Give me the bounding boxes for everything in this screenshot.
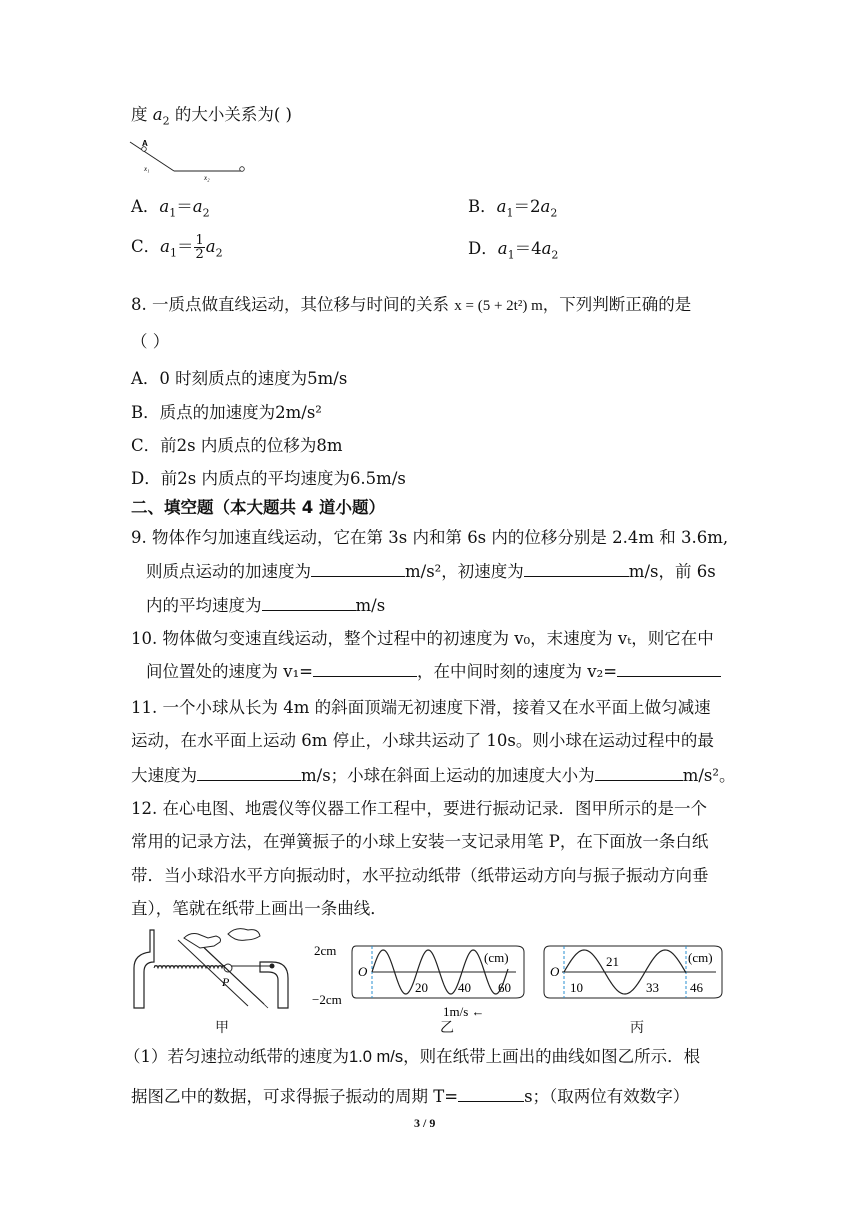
option-sub: 1 <box>506 206 514 220</box>
option-letter: B． <box>468 197 497 216</box>
q11-text: m/s；小球在斜面上运动的加速度大小为 <box>301 766 595 785</box>
q8-stem-a: 8. 一质点做直线运动，其位移与时间的关系 <box>131 295 449 314</box>
answer-blank[interactable] <box>313 660 417 677</box>
q11-line2: 运动，在水平面上运动 6m 停止，小球共运动了 10s。则小球在运动过程中的最 <box>131 731 714 750</box>
pen-label: P <box>222 975 230 989</box>
q9-text: m/s，前 6s <box>628 562 716 581</box>
wave-figure-yi <box>312 936 530 1018</box>
q7-label-x1: x₁ <box>144 165 150 173</box>
q12-text: s；（取两位有效数字） <box>524 1087 690 1106</box>
speed-label: 1m/s ← <box>443 1004 485 1018</box>
answer-blank[interactable] <box>524 560 629 577</box>
q8-stem-b: ，下列判断正确的是 <box>542 295 692 314</box>
option-eq: ＝ <box>514 239 532 258</box>
fraction-numerator: 1 <box>195 233 204 248</box>
origin-label: O <box>550 964 560 979</box>
q12-text: 据图乙中的数据，可求得振子振动的周期 T= <box>131 1087 459 1106</box>
q11-line1: 11. 一个小球从长为 4m 的斜面顶端无初速度下滑，接着又在水平面上做匀减速 <box>131 698 711 717</box>
q12-speed: 1.0 m/s <box>349 1048 404 1066</box>
q10-text: 间位置处的速度为 v₁= <box>146 662 314 681</box>
wave-figure-bing <box>540 936 726 1006</box>
option-var: a <box>497 239 508 258</box>
q12-line3: 带．当小球沿水平方向振动时，水平拉动纸带（纸带运动方向与振子振动方向垂 <box>131 866 709 885</box>
amp-bottom-label: −2cm <box>312 992 342 1007</box>
q8-option-a: A．0 时刻质点的速度为5m/s <box>131 369 348 388</box>
option-sub: 2 <box>550 206 558 220</box>
option-var: a <box>192 197 203 216</box>
option-sub: 1 <box>169 246 177 260</box>
q8-option-c: C．前2s 内质点的位移为8m <box>131 436 343 455</box>
q7-label-x2: x₂ <box>204 174 210 182</box>
q9-line1: 9. 物体作匀加速直线运动，它在第 3s 内和第 6s 内的位移分别是 2.4m 和 3.6m, <box>131 528 729 547</box>
q7-tail-suffix: 的大小关系为( ) <box>169 105 292 124</box>
q9-text: 内的平均速度为 <box>146 596 262 615</box>
q9-line3 <box>146 594 385 617</box>
q12-line2: 常用的记录方法，在弹簧振子的小球上安装一支记录用笔 P，在下面放一条白纸 <box>131 832 709 851</box>
option-eq: ＝ <box>176 237 194 256</box>
answer-blank[interactable] <box>197 764 301 781</box>
q11-text: 大速度为 <box>131 766 197 785</box>
answer-blank[interactable] <box>595 764 683 781</box>
tick-label: 33 <box>646 980 659 995</box>
q12-sub1-line1 <box>124 1046 700 1068</box>
q7-tail <box>131 104 292 132</box>
option-var: a <box>540 197 551 216</box>
option-sub: 1 <box>169 206 177 220</box>
q7-option-a <box>131 196 210 224</box>
q7-var: a <box>152 105 163 124</box>
q7-option-c <box>131 234 223 264</box>
fig-bing-caption: 丙 <box>630 1020 644 1036</box>
answer-blank[interactable] <box>262 594 356 611</box>
q7-incline-figure <box>128 138 250 182</box>
q7-label-a: A <box>142 139 148 148</box>
option-letter: D． <box>468 239 498 258</box>
section-heading: 二、填空题（本大题共 4 道小题） <box>131 498 385 517</box>
q8-stem <box>131 294 691 317</box>
q12-text: ，则在纸带上画出的曲线如图乙所示．根 <box>403 1047 701 1066</box>
tick-label: 20 <box>415 980 428 995</box>
answer-blank[interactable] <box>311 560 405 577</box>
option-var: a <box>541 239 552 258</box>
q10-line2 <box>146 660 721 683</box>
q8-paren: （ ） <box>131 332 170 351</box>
amp-top-label: 2cm <box>314 943 337 958</box>
q8-option-b: B．质点的加速度为2m/s² <box>131 403 322 422</box>
q9-text: 则质点运动的加速度为 <box>146 562 311 581</box>
q8-option-d: D．前2s 内质点的平均速度为6.5m/s <box>131 469 406 488</box>
q7-sub: 2 <box>162 114 170 128</box>
tick-label: 60 <box>498 980 511 995</box>
unit-label: (cm) <box>484 950 509 965</box>
option-sub: 2 <box>202 206 210 220</box>
option-var: a <box>159 197 170 216</box>
q12-line1: 12. 在心电图、地震仪等仪器工作工程中，要进行振动记录．图甲所示的是一个 <box>131 799 707 818</box>
q9-line2 <box>146 560 716 583</box>
tick-label: 46 <box>690 980 703 995</box>
q10-line1: 10. 物体做匀变速直线运动，整个过程中的初速度为 v₀，末速度为 vₜ，则它在中 <box>131 629 714 648</box>
q12-text: （1）若匀速拉动纸带的速度为 <box>124 1047 349 1066</box>
q7-option-b <box>468 196 557 224</box>
origin-label: O <box>358 964 368 979</box>
q7-option-d <box>468 238 558 266</box>
option-letter: A． <box>131 197 160 216</box>
fraction <box>194 234 204 261</box>
spring-oscillator-figure <box>128 928 298 1010</box>
option-sub: 2 <box>551 248 559 262</box>
option-eq: ＝ <box>176 197 193 216</box>
answer-blank[interactable] <box>458 1085 524 1102</box>
q12-line4: 直），笔就在纸带上画出一条曲线． <box>131 899 387 918</box>
q10-text: ，在中间时刻的速度为 v₂= <box>417 662 618 681</box>
tick-label: 21 <box>606 954 619 969</box>
option-eq: ＝ <box>513 197 530 216</box>
q12-sub1-line2 <box>131 1085 689 1108</box>
q8-formula: x = (5 + 2t²) m <box>454 298 543 314</box>
q7-tail-prefix: 度 <box>131 105 153 124</box>
option-coef: 4 <box>531 239 542 258</box>
unit-label: (cm) <box>688 950 713 965</box>
option-var: a <box>160 237 170 256</box>
option-var: a <box>205 237 216 256</box>
fig-yi-caption: 乙 <box>440 1020 454 1036</box>
option-var: a <box>496 197 507 216</box>
q11-text: m/s²。 <box>682 766 736 785</box>
option-coef: 2 <box>529 197 541 216</box>
option-sub: 2 <box>215 246 223 260</box>
tick-label: 10 <box>570 980 583 995</box>
fraction-denominator: 2 <box>195 247 204 262</box>
option-letter: C． <box>131 237 161 256</box>
page-number: 3 / 9 <box>414 1116 436 1130</box>
option-sub: 1 <box>507 248 515 262</box>
q9-text: m/s²，初速度为 <box>405 562 524 581</box>
answer-blank[interactable] <box>617 660 721 677</box>
tick-label: 40 <box>458 980 471 995</box>
q9-text: m/s <box>355 596 386 615</box>
q11-line3 <box>131 764 735 787</box>
fig-jia-caption: 甲 <box>215 1020 229 1036</box>
